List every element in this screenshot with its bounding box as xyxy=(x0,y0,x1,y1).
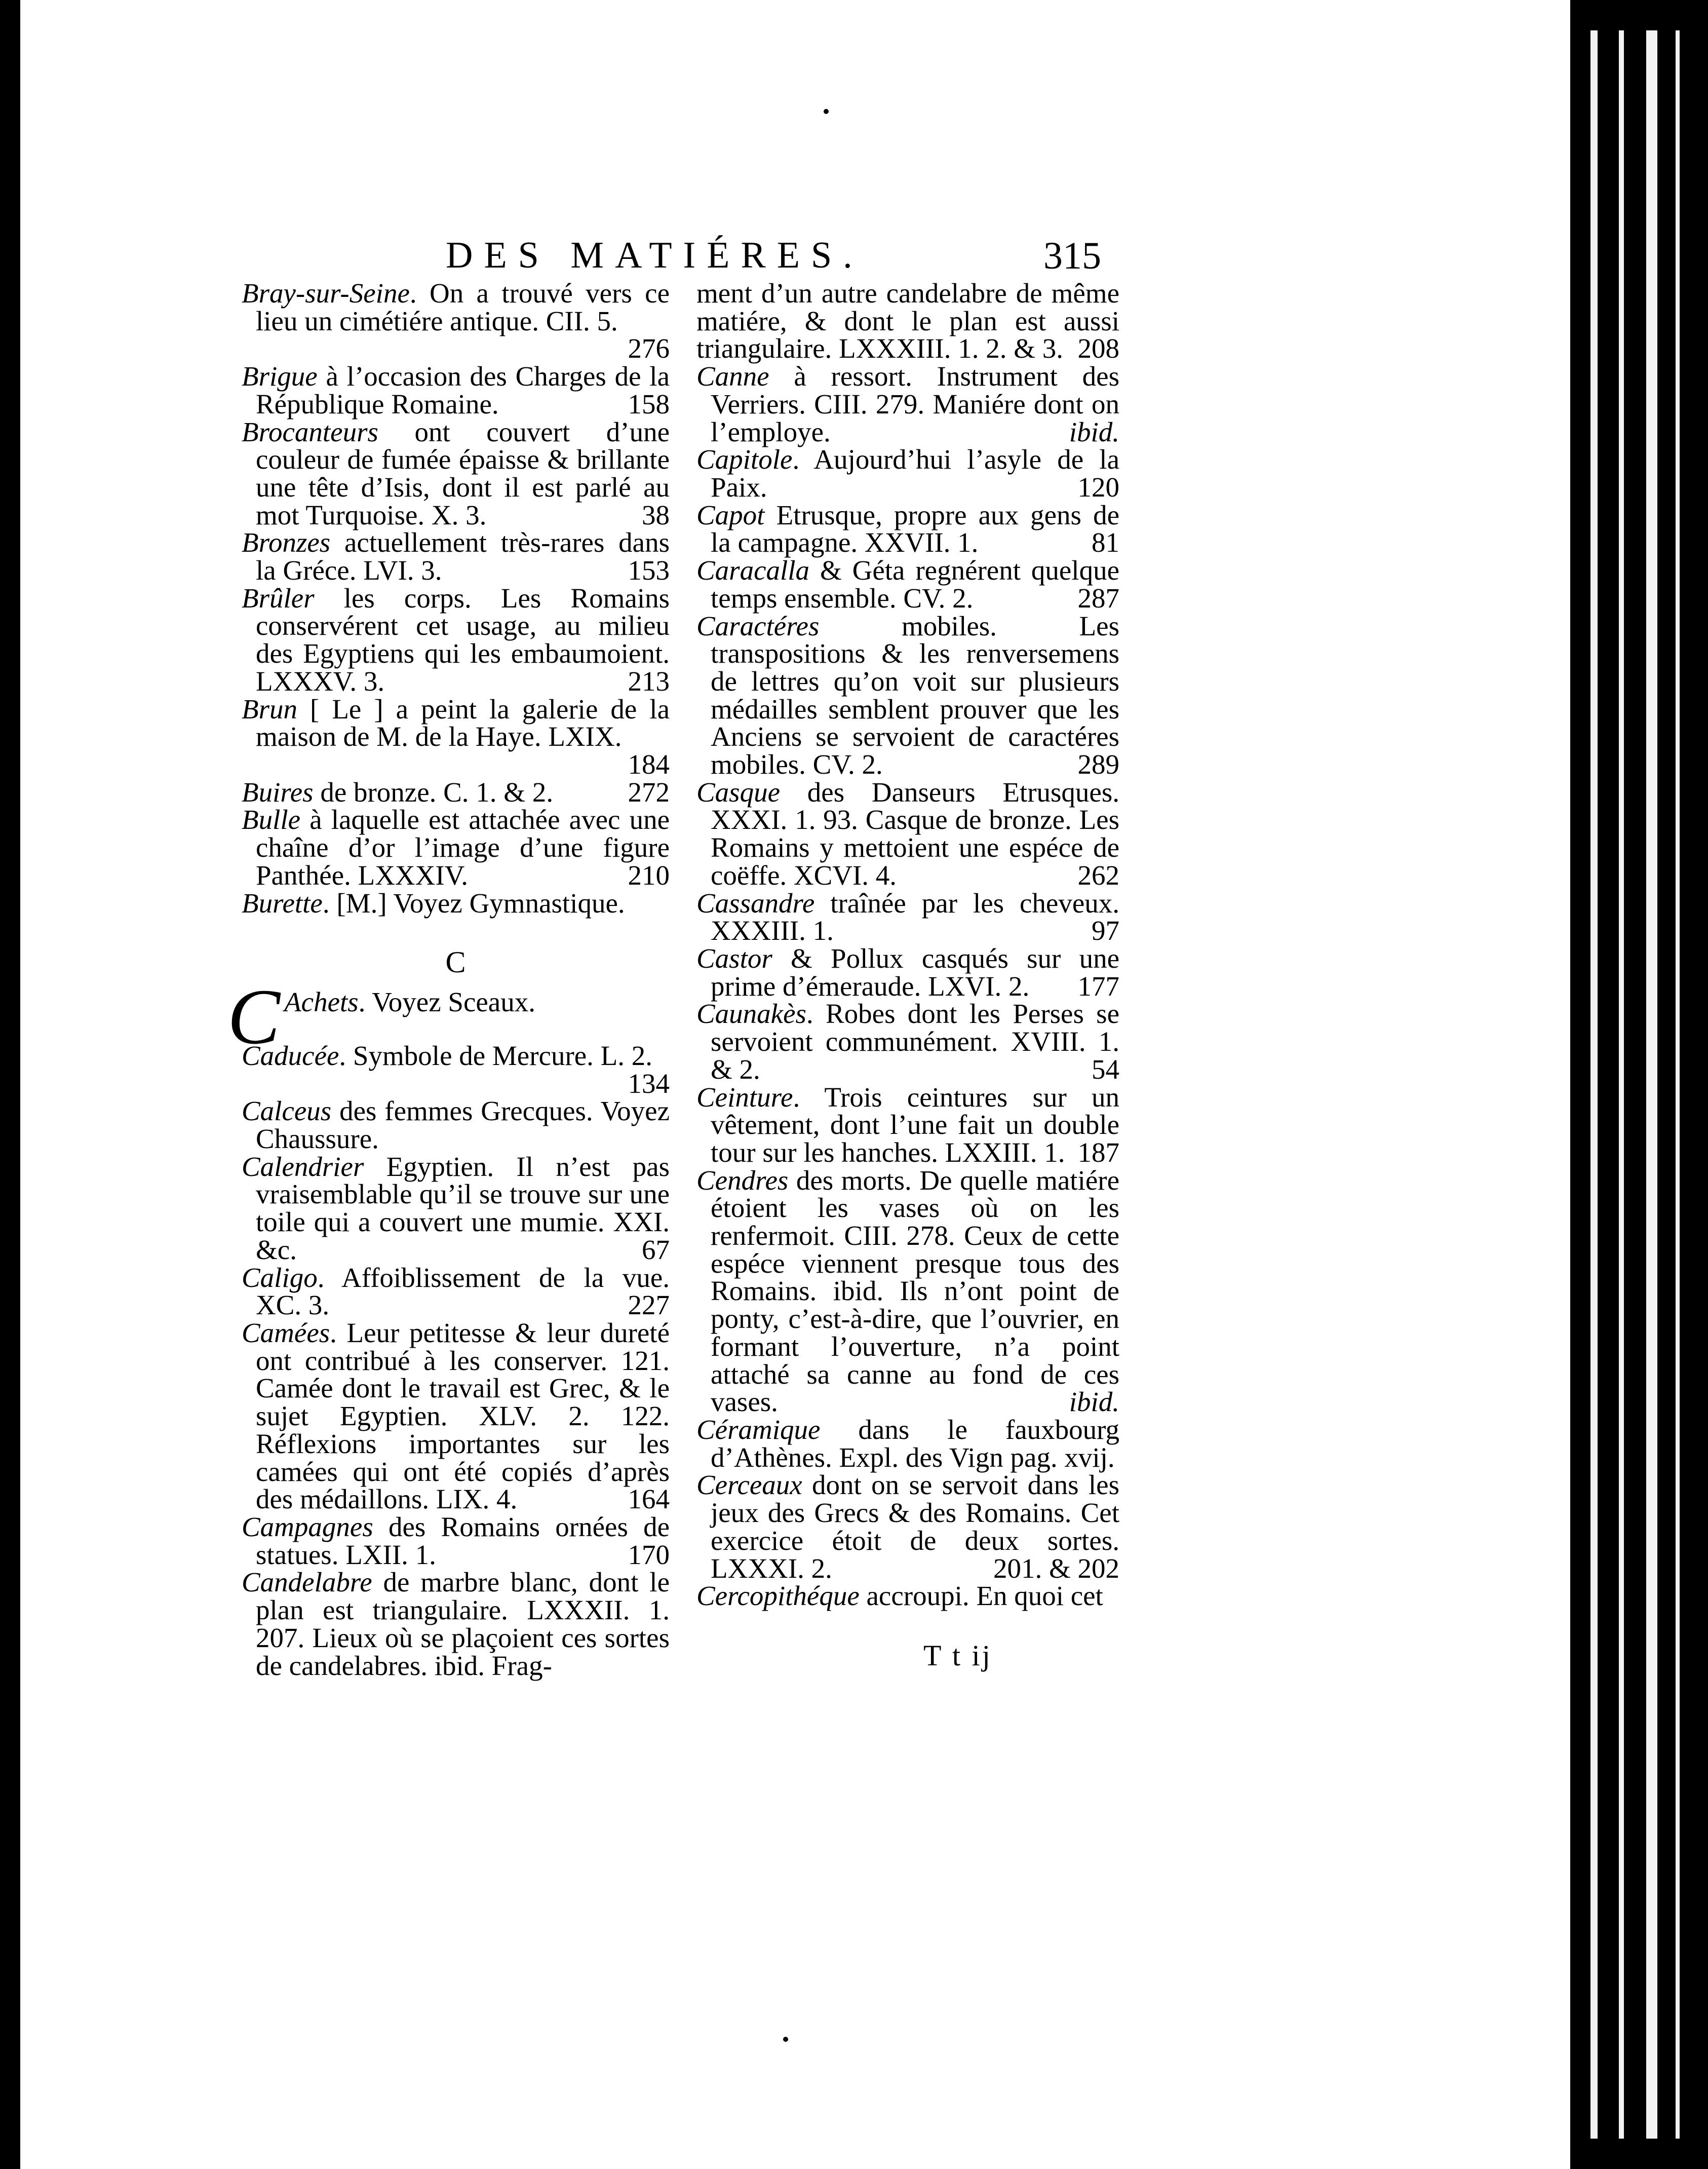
entry-head: Brun xyxy=(242,693,297,725)
entry-text: . Voyez Sceaux. xyxy=(358,986,535,1017)
page-ref: 134 xyxy=(628,1068,670,1099)
page-ref: 81 xyxy=(1092,527,1119,558)
index-entry xyxy=(242,1513,670,1569)
entry-head: Capot xyxy=(696,499,765,530)
edge-strip xyxy=(1590,30,1598,2139)
entry-text: à ressort. Instrument des Verriers. CIII. 279. Maniére dont on l’employe. xyxy=(711,361,1119,447)
entry-head: Caligo xyxy=(242,1262,318,1293)
page-ref: ibid. xyxy=(1069,416,1119,447)
entry-text: . Leur petitesse & leur dureté ont contribué à les conserver. 121. Camée dont le travail est Grec, & le sujet Egyptien. XLV. 2. 122. Réflexions importantes sur les camées qui ont été copiés d’après des médaillons. LIX. 4. xyxy=(256,1317,670,1515)
speck xyxy=(824,109,829,114)
entry-text: . Aujourd’hui l’asyle de la Paix. xyxy=(711,444,1119,503)
entry-text: actuellement très-rares dans la Gréce. LVI. 3. xyxy=(256,527,670,586)
entry-head: Caractéres xyxy=(696,610,820,641)
page-ref: 97 xyxy=(1092,915,1119,946)
page-ref: 67 xyxy=(642,1234,670,1265)
entry-text: Egyptien. Il n’est pas vraisemblable qu’il se trouve sur une toile qui a couvert une mumie. XXI. &c. xyxy=(256,1151,670,1265)
index-entry xyxy=(696,610,1119,780)
page-ref: 262 xyxy=(1077,859,1119,891)
index-entry xyxy=(242,363,670,418)
page-ref: 276 xyxy=(628,333,670,364)
entry-head: Cercopithéque xyxy=(696,1580,860,1612)
index-entry xyxy=(242,1264,670,1319)
entry-head: Canne xyxy=(696,361,769,392)
page-ref: 208 xyxy=(1077,333,1119,364)
index-entry xyxy=(242,529,670,584)
entry-text: accroupi. En quoi cet xyxy=(859,1580,1103,1612)
entry-text: à l’occasion des Charges de la République Romaine. xyxy=(256,361,670,420)
index-entry xyxy=(696,499,1119,558)
entry-head: Cassandre xyxy=(696,887,815,919)
page-number: 315 xyxy=(1043,235,1101,277)
entry-head: Burette xyxy=(242,887,323,919)
entry-text: . Robes dont les Perses se servoient communément. XVIII. 1. & 2. xyxy=(711,998,1119,1085)
catchword: T t ij xyxy=(923,1639,992,1672)
page-ref: 184 xyxy=(628,749,670,780)
index-entry xyxy=(696,1471,1119,1582)
index-entry xyxy=(696,557,1119,612)
index-entry xyxy=(696,1416,1119,1471)
continuation-text: ment d’un autre candelabre de même matiére, & dont le plan est aussi triangulaire. LXXXIII. 1. 2. & 3. xyxy=(696,278,1119,364)
entry-text: & Pollux casqués sur une prime d’émeraude. LXVI. 2. xyxy=(711,943,1119,1002)
page-ref: 289 xyxy=(1077,749,1119,780)
index-entry xyxy=(696,945,1119,1000)
speck xyxy=(783,2037,788,2042)
entry-text: . Affoiblissement de la vue. XC. 3. xyxy=(256,1262,670,1321)
entry-head: Capitole xyxy=(696,444,793,475)
index-entry xyxy=(242,280,670,363)
entry-text: dont on se servoit dans les jeux des Grecs & des Romains. Cet exercice étoit de deux sortes. LXXXI. 2. xyxy=(711,1469,1119,1584)
entries-c xyxy=(242,1042,670,1680)
entry-text: de marbre blanc, dont le plan est triangulaire. LXXXII. 1. 207. Lieux où se plaçoient ces sortes de candelabres. ibid. Frag- xyxy=(256,1567,670,1681)
page-ref: 38 xyxy=(642,499,670,530)
page-ref: 164 xyxy=(628,1483,670,1515)
index-entry xyxy=(242,693,670,780)
entry-head: Cendres xyxy=(696,1164,789,1196)
index-entry xyxy=(242,1569,670,1680)
entry-head: Candelabre xyxy=(242,1567,372,1598)
entry-head: Céramique xyxy=(696,1414,821,1445)
entry-head: Achets xyxy=(284,986,359,1017)
entry-text: dans le fauxbourg d’Athènes. Expl. des Vign pag. xvij. xyxy=(711,1414,1119,1473)
page-ref: ibid. xyxy=(1069,1386,1119,1418)
page-ref: 210 xyxy=(628,859,670,891)
edge-strip xyxy=(1676,30,1680,2139)
entry-head: Bulle xyxy=(242,804,301,835)
entry-head: Brocanteurs xyxy=(242,416,378,447)
page-ref: 287 xyxy=(1077,582,1119,614)
page-ref: 201. & 202 xyxy=(993,1552,1119,1584)
entry-head: Caracalla xyxy=(696,555,810,586)
entry-head: Bronzes xyxy=(242,527,331,558)
index-entry xyxy=(242,1153,670,1264)
entry-text: les corps. Les Romains conservérent cet usage, au milieu des Egyptiens qui les embaumoient. LXXXV. 3. xyxy=(256,582,670,697)
entry-text: à laquelle est attachée avec une chaîne d’or l’image d’une figure Panthée. LXXXIV. xyxy=(256,804,670,891)
binding-edge xyxy=(1570,0,1708,2169)
entries-b xyxy=(242,280,670,917)
index-entry xyxy=(242,887,670,919)
entry-continuation xyxy=(696,280,1119,363)
index-entry xyxy=(696,446,1119,501)
entry-text: [ Le ] a peint la galerie de la maison de M. de la Haye. LXIX. xyxy=(256,693,670,752)
index-entry xyxy=(242,418,670,529)
index-entry xyxy=(696,363,1119,446)
entry-text: . Trois ceintures sur un vêtement, dont l’une fait un double tour sur les hanches. LXXIII. 1. xyxy=(711,1081,1119,1168)
entry-text: des Romains ornées de statues. LXII. 1. xyxy=(256,1511,670,1570)
page-ref: 187 xyxy=(1077,1136,1119,1168)
running-title: DES MATIÉRES. xyxy=(446,235,864,276)
index-entry xyxy=(696,1000,1119,1083)
entry-head: Brigue xyxy=(242,361,318,392)
page-ref: 213 xyxy=(628,665,670,697)
edge-strip xyxy=(1646,30,1657,2139)
page-ref: 54 xyxy=(1092,1053,1119,1085)
page-ref: 272 xyxy=(628,776,670,808)
index-entry xyxy=(696,887,1119,946)
entry-text: de bronze. C. 1. & 2. xyxy=(313,776,554,808)
page-ref: 177 xyxy=(1077,970,1119,1002)
entry-text: ont couvert d’une couleur de fumée épaisse & brillante une tête d’Isis, dont il est parlé au mot Turquoise. X. 3. xyxy=(256,416,670,530)
page-ref: 227 xyxy=(628,1289,670,1321)
entry-text: . On a trouvé vers ce lieu un cimétiére antique. CII. 5. xyxy=(256,278,670,336)
entry-head: Campagnes xyxy=(242,1511,373,1542)
dropcap-letter: C xyxy=(227,972,281,1060)
book-page xyxy=(20,0,1570,2169)
entry-text: des Danseurs Etrusques. XXXI. 1. 93. Casque de bronze. Les Romains y mettoient une espéce de coëffe. XCVI. 4. xyxy=(711,776,1119,891)
entry-text: mobiles. Les transpositions & les renversemens de lettres qu’on voit sur plusieurs médailles semblent prouver que les Anciens se servoient de caractéres mobiles. CV. 2. xyxy=(711,610,1119,780)
entry-text: traînée par les cheveux. XXXIII. 1. xyxy=(711,887,1119,946)
index-entry xyxy=(242,1097,670,1153)
index-entry xyxy=(696,1164,1119,1418)
entry-text: . Symbole de Mercure. L. 2. xyxy=(339,1040,653,1071)
page-ref: 120 xyxy=(1077,471,1119,503)
index-column-right xyxy=(696,280,1119,1610)
entry-text: Etrusque, propre aux gens de la campagne. XXVII. 1. xyxy=(711,499,1119,558)
index-entry xyxy=(242,1042,670,1097)
entry-text: & Géta regnérent quelque temps ensemble. CV. 2. xyxy=(711,555,1119,614)
entry-head: Bray-sur-Seine xyxy=(242,278,410,309)
entry-head: Calceus xyxy=(242,1095,332,1127)
entry-head: Cerceaux xyxy=(696,1469,802,1501)
entry-head: Caunakès xyxy=(696,998,806,1030)
entry-head: Camées xyxy=(242,1317,330,1349)
page-ref: 158 xyxy=(628,388,670,420)
entry-head: Ceinture xyxy=(696,1081,793,1113)
index-column-left xyxy=(227,278,670,1681)
index-entry xyxy=(696,1081,1119,1168)
page-ref: 153 xyxy=(628,555,670,586)
section-letter: C xyxy=(445,945,466,979)
page-ref: 170 xyxy=(628,1539,670,1570)
index-entry xyxy=(242,1319,670,1513)
edge-strip xyxy=(1619,30,1624,2139)
entry-head: Calendrier xyxy=(242,1151,364,1182)
index-entry xyxy=(696,776,1119,891)
entry-head: Caducée xyxy=(242,1040,339,1071)
entry-text: des femmes Grecques. Voyez Chaussure. xyxy=(256,1095,670,1155)
index-entry xyxy=(242,806,670,889)
index-entry xyxy=(242,776,670,808)
entry-head: Brûler xyxy=(242,582,315,614)
entry-text: des morts. De quelle matiére étoient les vases où on les renfermoit. CIII. 278. Ceux de cette espéce viennent presque tous des Romains. ibid. Ils n’ont point de ponty, c’est-à-dire, que l’ouvrier, en formant l’ouverture, n’a point attaché sa canne au fond de ces vases. xyxy=(711,1164,1119,1418)
entry-text: . [M.] Voyez Gymnastique. xyxy=(322,887,625,919)
entry-head: Casque xyxy=(696,776,780,808)
entry-head: Castor xyxy=(696,943,772,974)
index-entry xyxy=(242,582,670,697)
index-entry xyxy=(696,1582,1119,1610)
entries-c-continued xyxy=(696,363,1119,1610)
entry-head: Buires xyxy=(242,776,314,808)
